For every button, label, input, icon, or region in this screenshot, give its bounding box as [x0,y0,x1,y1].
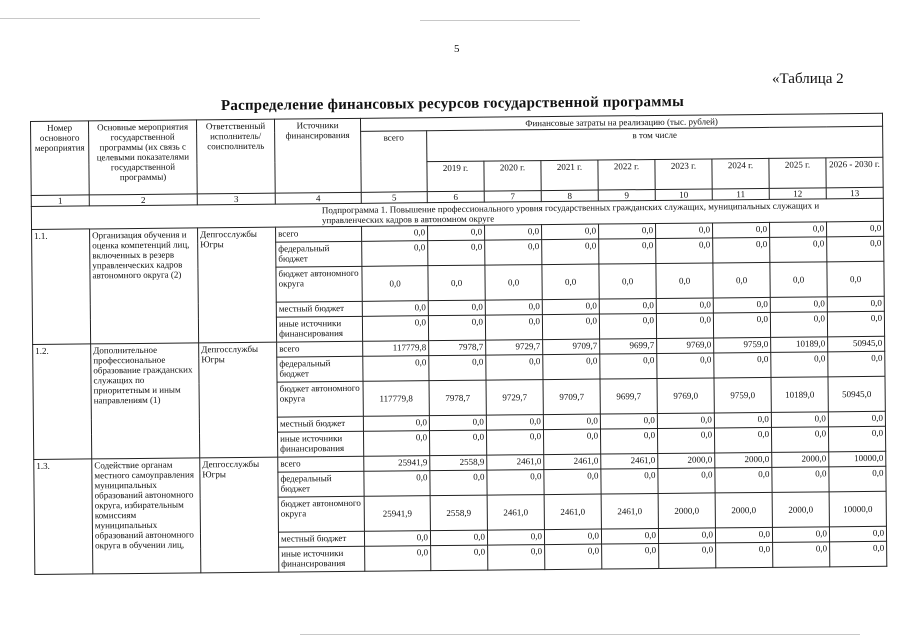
amount-year: 0,0 [829,526,886,542]
amount-total: 0,0 [362,316,428,342]
header-year: 2024 г. [712,158,769,189]
amount-year: 9769,0 [657,378,714,414]
amount-year: 0,0 [601,468,658,494]
amount-total: 0,0 [363,431,429,457]
amount-year: 0,0 [602,543,659,569]
funding-source: местный бюджет [277,416,363,432]
amount-year: 0,0 [713,312,770,338]
amount-year: 9729,7 [486,380,543,416]
header-year: 2026 - 2030 г. [826,157,883,188]
amount-year: 9699,7 [600,338,657,354]
funding-source: иные источники финансирования [277,431,363,457]
amount-total: 0,0 [364,471,430,497]
amount-year: 9709,7 [543,379,600,415]
amount-total: 117779,8 [363,381,429,417]
amount-year: 0,0 [599,298,656,314]
column-number: 1 [31,195,89,207]
amount-year: 0,0 [714,412,771,428]
amount-year: 0,0 [827,296,884,312]
column-number: 9 [598,190,655,202]
amount-total: 0,0 [362,266,428,302]
amount-year: 10189,0 [771,337,828,353]
amount-year: 2461,0 [544,494,601,530]
column-number: 12 [769,188,826,200]
amount-year: 0,0 [485,300,542,316]
amount-year: 7978,7 [429,340,486,356]
amount-year: 2000,0 [715,452,772,468]
funding-source: федеральный бюджет [276,241,362,267]
funding-source: бюджет автономного округа [277,381,363,417]
amount-total: 25941,9 [364,456,430,472]
measure-number: 1.2. [33,344,92,460]
amount-year: 0,0 [658,468,715,494]
amount-year: 0,0 [544,529,601,545]
amount-year: 0,0 [542,239,599,265]
amount-year: 0,0 [543,414,600,430]
amount-year: 0,0 [600,353,657,379]
measure-description: Содействие органам местного самоуправления муниципальных образований автономного округа, избирательным комиссиям муниципальных образований автономного округа в обучении лиц, [92,458,201,574]
amount-year: 0,0 [599,313,656,339]
amount-year: 0,0 [830,541,887,567]
amount-year: 9699,7 [600,378,657,414]
funding-source: иные источники финансирования [276,316,362,342]
amount-year: 2558,9 [430,455,487,471]
amount-year: 0,0 [770,237,827,263]
amount-total: 0,0 [363,416,429,432]
funding-source: бюджет автономного округа [278,496,364,532]
amount-year: 10000,0 [829,491,886,527]
funding-source: местный бюджет [276,301,362,317]
header-measures: Основные мероприятия государственной программы (их связь с целевыми показателями государственной программы) [89,120,198,195]
funding-source: иные источники финансирования [279,546,365,572]
column-number: 11 [712,188,769,200]
amount-year: 0,0 [656,238,713,264]
amount-year: 0,0 [713,237,770,263]
amount-year: 0,0 [772,527,829,543]
amount-year: 0,0 [600,428,657,454]
amount-year: 0,0 [656,223,713,239]
amount-year: 9709,7 [543,339,600,355]
header-year: 2019 г. [427,161,484,192]
column-number: 3 [197,193,275,205]
amount-year: 0,0 [543,429,600,455]
responsible-executor: Депгосслужбы Югры [198,227,277,343]
funding-source: всего [278,456,364,472]
column-number: 13 [826,187,883,199]
amount-year: 0,0 [713,222,770,238]
header-sources: Источники финансирования [274,118,361,193]
amount-year: 0,0 [542,264,599,300]
amount-year: 0,0 [486,415,543,431]
amount-year: 0,0 [713,262,770,298]
scan-artifact-top [420,20,580,21]
amount-year: 0,0 [430,530,487,546]
amount-year: 0,0 [828,426,885,452]
amount-year: 0,0 [487,530,544,546]
amount-year: 0,0 [488,545,545,571]
header-costs: Финансовые затраты на реализацию (тыс. рублей) [360,113,882,131]
amount-year: 0,0 [770,312,827,338]
amount-year: 0,0 [599,263,656,299]
measure-description: Дополнительное профессиональное образование гражданских служащих по приоритетным и иным направлениям (1) [91,343,200,459]
amount-year: 10000,0 [829,451,886,467]
amount-year: 0,0 [827,221,884,237]
amount-year: 0,0 [430,470,487,496]
amount-year: 0,0 [772,467,829,493]
amount-year: 0,0 [828,351,885,377]
amount-total: 0,0 [362,226,428,242]
amount-year: 0,0 [716,542,773,568]
amount-year: 7978,7 [429,380,486,416]
amount-year: 0,0 [428,265,485,301]
scan-artifact-top [0,18,260,19]
amount-year: 0,0 [545,544,602,570]
amount-year: 0,0 [542,224,599,240]
amount-year: 0,0 [428,225,485,241]
amount-year: 0,0 [713,297,770,313]
amount-year: 2000,0 [715,492,772,528]
amount-year: 0,0 [429,355,486,381]
responsible-executor: Депгосслужбы Югры [200,457,279,573]
header-total: всего [361,131,428,193]
amount-year: 2461,0 [601,493,658,529]
amount-year: 0,0 [542,314,599,340]
amount-total: 0,0 [364,531,430,547]
amount-year: 0,0 [827,261,884,297]
page-title: Распределение финансовых ресурсов государственной программы [220,93,685,115]
header-num: Номер основного мероприятия [31,121,90,196]
amount-year: 2000,0 [772,492,829,528]
responsible-executor: Депгосслужбы Югры [199,342,278,458]
funding-source: федеральный бюджет [277,356,363,382]
amount-year: 0,0 [599,224,656,240]
amount-year: 0,0 [656,263,713,299]
table-reference: «Таблица 2 [772,71,844,87]
funding-source: бюджет автономного округа [276,266,362,302]
amount-year: 9759,0 [714,377,771,413]
amount-year: 0,0 [829,466,886,492]
header-year: 2020 г. [484,160,541,191]
amount-year: 0,0 [656,313,713,339]
amount-year: 2000,0 [658,493,715,529]
amount-year: 0,0 [827,236,884,262]
amount-year: 50945,0 [828,376,885,412]
page-number: 5 [454,43,460,55]
amount-year: 0,0 [485,240,542,266]
amount-year: 0,0 [770,297,827,313]
amount-year: 0,0 [486,430,543,456]
amount-year: 0,0 [429,430,486,456]
amount-total: 25941,9 [364,496,430,532]
header-year: 2025 г. [769,157,826,188]
amount-total: 0,0 [363,356,429,382]
amount-year: 0,0 [828,411,885,427]
amount-year: 0,0 [429,415,486,431]
amount-year: 2461,0 [487,455,544,471]
amount-year: 0,0 [771,412,828,428]
amount-year: 2000,0 [658,453,715,469]
amount-year: 0,0 [773,542,830,568]
scan-artifact-bottom [300,634,860,635]
amount-year: 0,0 [428,315,485,341]
amount-year: 0,0 [599,238,656,264]
amount-year: 9729,7 [486,340,543,356]
column-number: 10 [655,189,712,201]
header-responsible: Ответственный исполнитель/соисполнитель [196,119,275,194]
column-number: 8 [541,190,598,202]
amount-year: 2461,0 [601,453,658,469]
amount-year: 0,0 [485,315,542,341]
amount-total: 0,0 [365,546,431,572]
column-number: 2 [89,194,197,206]
amount-year: 0,0 [659,543,716,569]
funding-source: федеральный бюджет [278,471,364,497]
amount-year: 0,0 [770,222,827,238]
amount-year: 2461,0 [544,454,601,470]
subprogram-title: Подпрограмма 1. Повышение профессионального уровня государственных гражданских служащих, муниципальных служащих и управленческих кадров в автономном округе [31,198,883,229]
amount-year: 2558,9 [430,495,487,531]
amount-year: 2461,0 [487,495,544,531]
amount-total: 117779,8 [363,341,429,357]
amount-year: 0,0 [544,469,601,495]
amount-year: 0,0 [771,427,828,453]
amount-year: 9769,0 [657,338,714,354]
amount-year: 0,0 [715,467,772,493]
column-number: 4 [275,192,361,204]
amount-year: 0,0 [486,355,543,381]
amount-year: 0,0 [485,225,542,241]
header-year: 2023 г. [655,158,712,189]
header-year: 2022 г. [598,159,655,190]
measure-description: Организация обучения и оценка компетенций лиц, включенных в резерв управленческих кадров автономного округа (2) [90,228,199,344]
amount-year: 0,0 [657,413,714,429]
amount-year: 0,0 [428,300,485,316]
amount-year: 0,0 [487,470,544,496]
amount-year: 0,0 [714,352,771,378]
amount-year: 0,0 [658,528,715,544]
finance-table [30,113,887,575]
amount-year: 0,0 [428,240,485,266]
column-number: 6 [427,191,484,203]
amount-year: 9759,0 [714,337,771,353]
column-number: 7 [484,191,541,203]
amount-year: 0,0 [657,428,714,454]
amount-year: 0,0 [827,311,884,337]
amount-year: 0,0 [431,545,488,571]
amount-year: 0,0 [714,427,771,453]
header-including: в том числе [427,126,883,161]
measure-number: 1.1. [32,229,91,345]
amount-year: 0,0 [715,527,772,543]
measure-number: 1.3. [34,459,93,575]
amount-year: 0,0 [543,354,600,380]
amount-year: 0,0 [485,265,542,301]
amount-total: 0,0 [362,241,428,267]
amount-year: 0,0 [770,262,827,298]
amount-year: 10189,0 [771,377,828,413]
amount-year: 2000,0 [772,452,829,468]
funding-source: всего [277,341,363,357]
amount-year: 0,0 [656,298,713,314]
amount-year: 0,0 [657,353,714,379]
amount-year: 0,0 [601,528,658,544]
amount-year: 50945,0 [828,336,885,352]
column-number: 5 [361,192,427,204]
amount-year: 0,0 [771,352,828,378]
funding-source: местный бюджет [278,531,364,547]
amount-year: 0,0 [542,299,599,315]
amount-year: 0,0 [600,413,657,429]
header-year: 2021 г. [541,160,598,191]
amount-total: 0,0 [362,301,428,317]
funding-source: всего [276,226,362,242]
